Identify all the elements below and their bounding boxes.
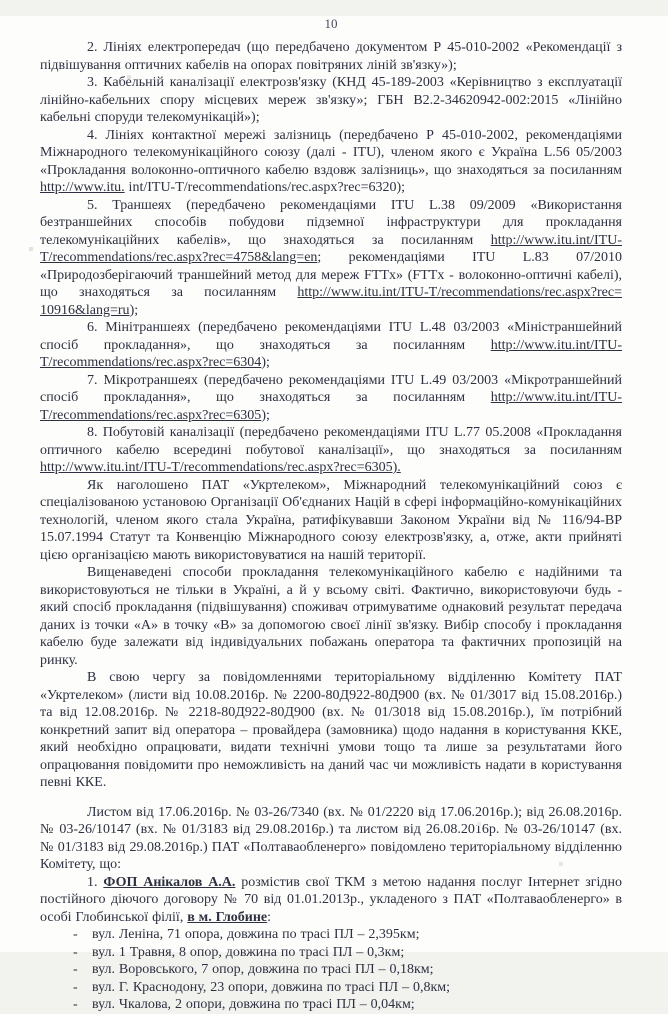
text-run: 1. [87,874,104,890]
bullet-dash-icon: - [73,962,78,977]
list-item [40,944,622,962]
list-item [40,996,622,1014]
text-run: int/ITU-T/recommendations/rec.aspx?rec=6320); [124,180,406,195]
text-run: 8. Побутовій каналізації (передбачено рекомендаціями ITU L.77 05.2008 «Прокладання оптичного кабелю всередині побутової каналізації», що знаходяться за посиланням [40,425,622,458]
paragraph [40,477,622,565]
text-run: 4. Лініях контактної мережі залізниць (передбачено Р 45-010-2002, рекомендаціями Міжнародного телекомунікаційного союзу (далі - ITU), членом якого є Україна L.56 05/2003 «Прокладання волоконно-оптичного кабелю вздовж залізниць», що знаходяться за посиланням [40,127,622,178]
paragraph [40,197,622,320]
text-run: ; рекомендаціями ITU L.83 07/2010 «Природозберігаючий траншейний метод для мереж FTTx» (FTTx - волоконно-оптичні кабелі), що знаходяться за посиланням [40,250,622,300]
paragraph [40,39,622,74]
paragraph [40,804,622,874]
paragraph [40,564,622,669]
page-number: 10 [324,16,338,31]
bullet-dash-icon: - [73,979,78,995]
list-item-text: вул. Леніна, 71 опора, довжина по трасі ПЛ – 2,395км; [92,927,420,942]
list-item [40,979,622,997]
paragraph [40,424,622,477]
text-run: Вищенаведені способи прокладання телекомунікаційного кабелю є надійними та використовуються не тільки в Україні, а й у всьому світі. Фактично, використовуючи будь - який спосіб прокладання (підвішування) споживач отримуватиме однаковий результат передача даних із точки «А» в точку «В» за допомогою своєї лінії зв'язку. Вибір способу і прокладання кабелю буде залежати від індивідуальних побажань оператора та фактичних пропозицій на ринку. [40,565,622,668]
text-run: розмістив свої ТКМ з метою надання послуг Інтернет згідно постійного діючого договору № 70 від 01.01.2013р., укладеного з ПАТ «Полтаваобленерго» в особі Глобинської філії, [40,874,623,925]
bullet-dash-icon: - [73,927,78,942]
text-run: 7. Мікротраншеях (передбачено рекомендаціями ITU L.49 03/2003 «Мікротраншейний спосіб прокладання», що знаходяться за посиланням [40,372,622,405]
list-item-text: вул. Чкалова, 2 опори, довжина по трасі ПЛ – 0,04км; [92,997,415,1012]
text-run: 2. Лініях електропередач (що передбачено документом Р 45-010-2002 «Рекомендації з підвішування оптичних кабелів на опорах повітряних ліній зв'язку»); [40,40,622,73]
text-run: ); [261,407,270,423]
document-page [0,16,668,1012]
hyperlink[interactable]: http://www.itu.int/ITU-T/recommendations/rec.aspx?rec=4758&lang=en [40,232,622,265]
list-item-text: вул. Воровського, 7 опор, довжина по трасі ПЛ – 0,18км; [92,962,434,977]
text-run: Листом від 17.06.2016р. № 03-26/7340 (вх. № 01/2220 від 17.06.2016р.); від 26.08.2016р. № 03-26/10147 (вх. № 01/3183 від 29.08.2016р.) та листом від 26.08.2016р. № 03-26/10147 (вх. № 01/3183 від 29.08.2016р.) ПАТ «Полтаваобленерго» повідомлено територіальному відділенню Комітету, що: [40,804,622,872]
list-item [40,961,622,979]
list-item [40,926,622,944]
text-run: : [267,909,272,925]
text-run: ); [129,302,139,318]
paragraph [40,372,622,425]
text-run: В свою чергу за повідомленнями територіальному відділенню Комітету ПАТ «Укртелеком» (листи від 10.08.2016р. № 2200-80Д922-80Д900 (вх. № 01/3017 від 15.08.2016р.) та від 12.08.2016р. № 2218-80Д922-80Д900 (вх. № 01/3018 від 15.08.2016р.), їм потрібний конкретний запит від оператора – провайдера (замовника) щодо надання в користування ККЕ, який необхідно опрацювати, видати технічні умови тощо та лише за результатами його опрацювання повідомити про неможливість на даний час чи можливість надати в користування певні ККЕ. [40,670,622,790]
text-run: 5. Траншеях (передбачено рекомендаціями ITU L.38 09/2009 «Використання безтраншейних способів побудови підземної інфраструктури для прокладання телекомунікаційних кабелів», що знаходяться за посиланням [40,197,622,248]
hyperlink[interactable]: http://www.itu. [40,180,125,195]
document-body [40,39,622,1014]
text-run: 3. Кабельній каналізації електрозв'язку (КНД 45-189-2003 «Керівництво з експлуатації лінійно-кабельних спору місцевих мереж зв'язку»; ГБН В2.2-34620942-002:2015 «Лінійно кабельні споруди телекомунікацій»); [40,75,622,125]
paragraph [40,669,622,792]
paragraph [40,74,622,127]
list-item-text: вул. Г. Краснодону, 23 опори, довжина по трасі ПЛ – 0,8км; [92,979,451,995]
hyperlink[interactable]: http://www.itu.int/ITU-T/recommendations/rec.aspx?rec=6304 [40,337,622,370]
hyperlink[interactable]: http://www.itu.int/ITU-T/recommendations/rec.aspx?rec=6305). [40,460,401,475]
text-run: Як наголошено ПАТ «Укртелеком», Міжнародний телекомунікаційний союз є спеціалізованою установою Організації Об'єднаних Націй в сфері інформаційно-комунікаційних технологій, членом якого стала Україна, ратифікувавши Законом України від № 116/94-ВР 15.07.1994 Статут та Конвенцію Міжнародного союзу електрозв'язку, а, отже, акти прийняті цією організацією мають використовуватися на нашій території. [40,477,622,563]
bullet-dash-icon: - [73,944,78,960]
emphasis-text: ФОП Анікалов А.А. [103,874,236,890]
text-run: 6. Мінітраншеях (передбачено рекомендаціями ITU L.48 03/2003 «Міністраншейний спосіб прокладання», що знаходяться за посиланням [40,320,622,353]
text-run: ); [261,355,270,370]
hyperlink[interactable]: http://www.itu.int/ITU-T/recommendations/rec.aspx?rec=6305 [40,390,622,423]
paragraph [40,127,622,197]
paragraph [40,319,622,372]
hyperlink[interactable]: http://www.itu.int/ITU-T/recommendations/rec.aspx?rec= 10916&lang=ru [40,285,622,318]
paragraph [40,874,622,927]
bullet-dash-icon: - [73,997,78,1012]
emphasis-text: в м. Глобине [187,909,268,925]
list-item-text: вул. 1 Травня, 8 опор, довжина по трасі ПЛ – 0,3км; [92,944,405,960]
